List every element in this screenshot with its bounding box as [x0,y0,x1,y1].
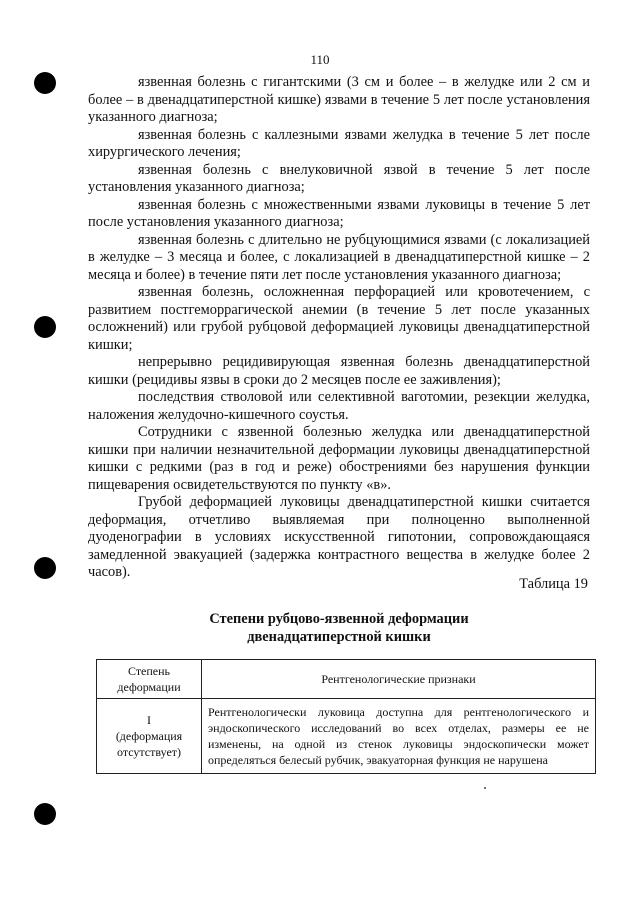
table-header-row [97,660,596,699]
paragraph: язвенная болезнь с внелуковичной язвой в течение 5 лет после установления указанного диагноза; [88,161,590,195]
degree-note-line: (деформация [115,729,183,743]
page-number: 110 [310,52,330,67]
binder-hole-mark [34,72,56,94]
header-signs: Рентгенологические признаки [202,660,596,699]
paragraph: язвенная болезнь с гигантскими (3 см и более – в желудке или 2 см и более – в двенадцатиперстной кишке) язвами в течение 5 лет после установления указанного диагноза; [88,74,590,125]
header-degree-line: деформации [117,680,181,694]
deformation-table [96,659,596,774]
body-text [88,74,590,582]
table-row [97,699,596,774]
table-caption: Таблица 19 [519,576,588,592]
paragraph: язвенная болезнь, осложненная перфорацией или кровотечением, с развитием постгеморрагической анемии (в течение 5 лет после указанных осложнений) или грубой рубцовой деформацией луковицы двенадцатиперстной кишки; [88,284,590,353]
binder-hole-mark [34,803,56,825]
header-degree-line: Степень [127,664,171,678]
degree-numeral: I [147,713,151,727]
paragraph: последствия стволовой или селективной ваготомии, резекции желудка, наложения желудочно-кишечного соустья. [88,389,590,423]
header-degree [97,660,202,699]
paragraph: Грубой деформацией луковицы двенадцатиперстной кишки считается деформация, отчетливо выявляемая при полноценно выполненной дуоденографии в условиях искусственной гипотонии, сопровождающаяся замедленной эвакуацией (задержка контрастного вещества в желудке более 2 часов). [88,494,590,580]
degree-note-line: отсутствует) [116,745,182,759]
table-title-line: Степени рубцово-язвенной деформации [209,611,469,627]
degree-cell [97,699,202,774]
paragraph: язвенная болезнь с множественными язвами луковицы в течение 5 лет после установления указанного диагноза; [88,196,590,230]
table-title [88,610,590,646]
paragraph: язвенная болезнь с длительно не рубцующимися язвами (с локализацией в желудке – 3 месяца и более, с локализацией в двенадцатиперстной кишке – 2 месяца и более) в течение пяти лет после установления указанного диагноза; [88,231,590,283]
signs-cell: Рентгенологически луковица доступна для рентгенологического и эндоскопического исследований во всех отделах, размеры ее не изменены, на одной из стенок луковицы эндоскопически может определяться белесый рубчик, эвакуаторная функция не нарушена [202,699,596,774]
paragraph: Сотрудники с язвенной болезнью желудка или двенадцатиперстной кишки при наличии незначительной деформации луковицы двенадцатиперстной кишки с редкими (раз в год и реже) обострениями без нарушения функции пищеварения освидетельствуются по пункту «в». [88,424,590,493]
paragraph: язвенная болезнь с каллезными язвами желудка в течение 5 лет после хирургического лечения; [88,126,590,160]
binder-hole-mark [34,557,56,579]
binder-hole-mark [34,316,56,338]
table-title-line: двенадцатиперстной кишки [247,629,431,645]
scan-speck [484,787,486,789]
paragraph: непрерывно рецидивирующая язвенная болезнь двенадцатиперстной кишки (рецидивы язвы в сроки до 2 месяцев после ее заживления); [88,354,590,388]
